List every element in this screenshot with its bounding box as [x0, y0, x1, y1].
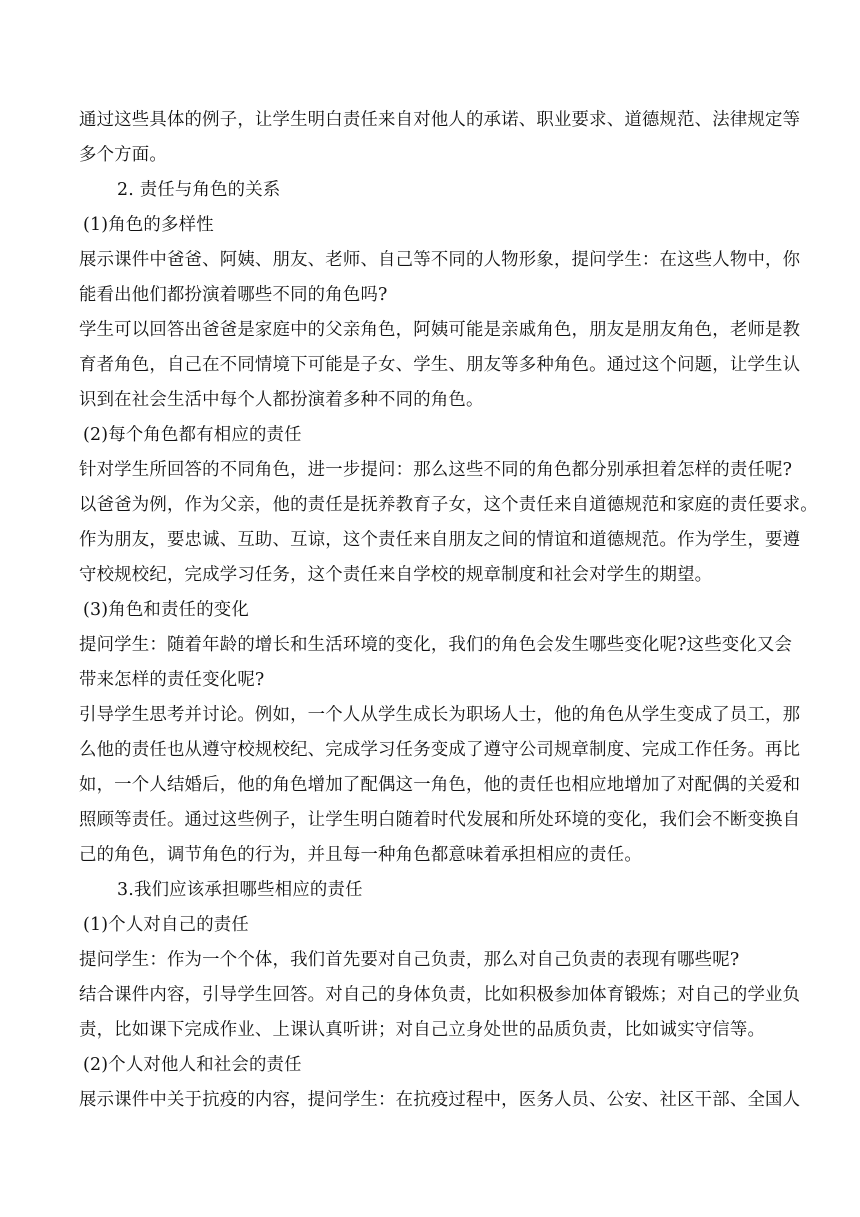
- paragraph-line: 如，一个人结婚后，他的角色增加了配偶这一角色，他的责任也相应地增加了对配偶的关爱和: [79, 775, 801, 795]
- subsection-heading: (1)个人对自己的责任: [83, 915, 249, 935]
- paragraph-line: 学生可以回答出爸爸是家庭中的父亲角色，阿姨可能是亲戚角色，朋友是朋友角色，老师是教: [79, 320, 801, 340]
- paragraph-line: 作为朋友，要忠诚、互助、互谅，这个责任来自朋友之间的情谊和道德规范。作为学生，要遵: [79, 530, 801, 550]
- paragraph-line: 提问学生：随着年龄的增长和生活环境的变化，我们的角色会发生哪些变化呢?这些变化又会: [79, 635, 793, 655]
- paragraph-line: 育者角色，自己在不同情境下可能是子女、学生、朋友等多种角色。通过这个问题，让学生认: [79, 355, 801, 375]
- paragraph-line: 识到在社会生活中每个人都扮演着多种不同的角色。: [79, 390, 484, 410]
- paragraph-line: 展示课件中爸爸、阿姨、朋友、老师、自己等不同的人物形象，提问学生：在这些人物中，你: [79, 250, 801, 270]
- paragraph-line: 能看出他们都扮演着哪些不同的角色吗?: [79, 285, 388, 305]
- subsection-heading: (2)个人对他人和社会的责任: [83, 1055, 302, 1075]
- paragraph-line: 以爸爸为例，作为父亲，他的责任是抚养教育子女，这个责任来自道德规范和家庭的责任要求。: [79, 495, 818, 515]
- paragraph-line: 责，比如课下完成作业、上课认真听讲；对自己立身处世的品质负责，比如诚实守信等。: [79, 1020, 766, 1040]
- section-heading: 2. 责任与角色的关系: [117, 180, 281, 200]
- paragraph-line: 提问学生：作为一个个体，我们首先要对自己负责，那么对自己负责的表现有哪些呢?: [79, 950, 740, 970]
- paragraph-line: 守校规校纪，完成学习任务，这个责任来自学校的规章制度和社会对学生的期望。: [79, 565, 713, 585]
- paragraph-line: 带来怎样的责任变化呢?: [79, 670, 265, 690]
- subsection-heading: (3)角色和责任的变化: [83, 600, 249, 620]
- paragraph-line: 己的角色，调节角色的行为，并且每一种角色都意味着承担相应的责任。: [79, 845, 642, 865]
- paragraph-line: 通过这些具体的例子，让学生明白责任来自对他人的承诺、职业要求、道德规范、法律规定等: [79, 110, 801, 130]
- subsection-heading: (1)角色的多样性: [83, 215, 214, 235]
- paragraph-line: 多个方面。: [79, 145, 167, 165]
- paragraph-line: 展示课件中关于抗疫的内容，提问学生：在抗疫过程中，医务人员、公安、社区干部、全国人: [79, 1090, 801, 1110]
- section-heading: 3.我们应该承担哪些相应的责任: [117, 880, 363, 900]
- paragraph-line: 照顾等责任。通过这些例子，让学生明白随着时代发展和所处环境的变化，我们会不断变换自: [79, 810, 801, 830]
- paragraph-line: 引导学生思考并讨论。例如，一个人从学生成长为职场人士，他的角色从学生变成了员工，那: [79, 705, 801, 725]
- paragraph-line: 么他的责任也从遵守校规校纪、完成学习任务变成了遵守公司规章制度、完成工作任务。再比: [79, 740, 801, 760]
- paragraph-line: 结合课件内容，引导学生回答。对自己的身体负责，比如积极参加体育锻炼；对自己的学业负: [79, 985, 801, 1005]
- subsection-heading: (2)每个角色都有相应的责任: [83, 425, 302, 445]
- paragraph-line: 针对学生所回答的不同角色，进一步提问：那么这些不同的角色都分别承担着怎样的责任呢?: [79, 460, 793, 480]
